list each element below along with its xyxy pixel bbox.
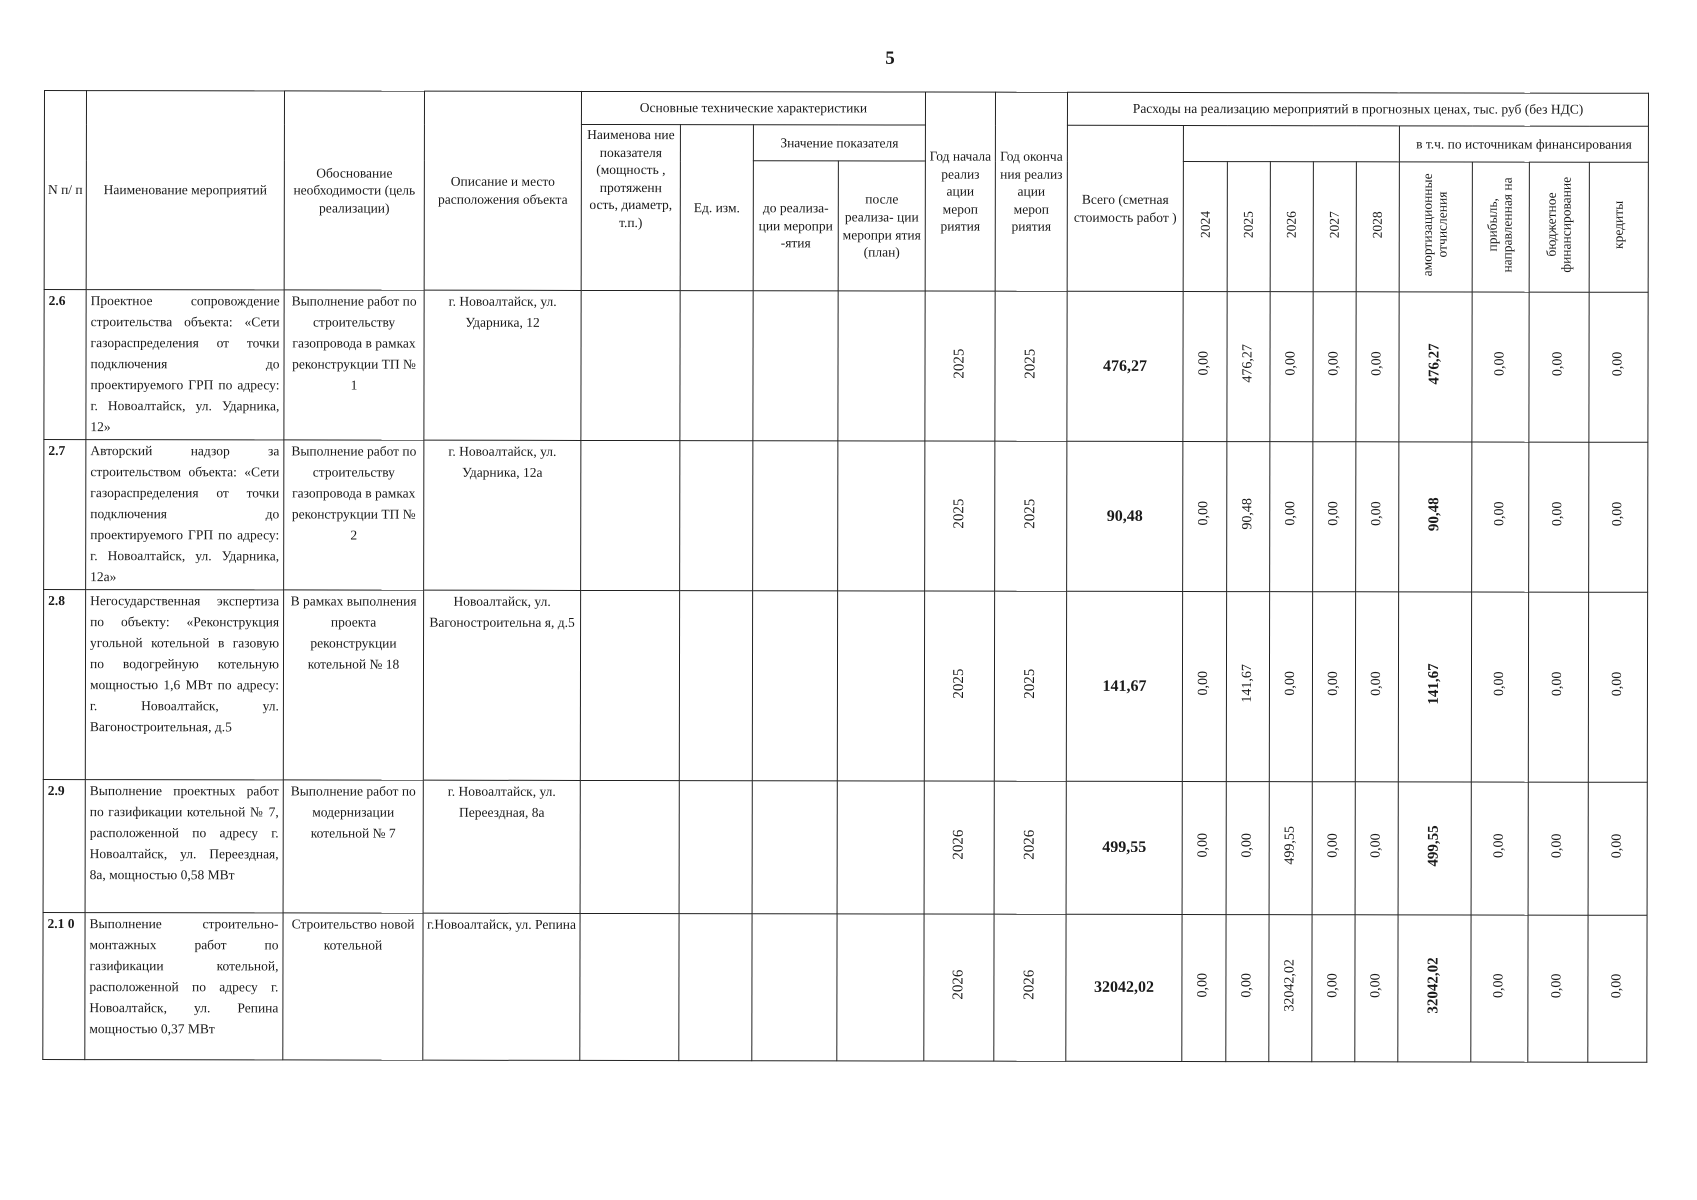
row-justification: Выполнение работ по строительству газопровода в рамках реконструкции ТП № 2	[284, 440, 424, 590]
header-year-2028: 2028	[1356, 162, 1399, 292]
row-budget: 0,00	[1528, 592, 1588, 782]
row-name: Авторский надзор за строительством объекта: «Сети газораспределения от точки подключения до проектируемого ГРП по адресу: г. Новоалтайск, ул. Ударника, 12а»	[86, 440, 284, 590]
row-budget: 0,00	[1528, 782, 1588, 915]
row-before	[752, 914, 837, 1061]
row-2024: 0,00	[1183, 291, 1227, 441]
row-unit	[679, 591, 752, 781]
row-num: 2.1 0	[43, 912, 85, 1059]
row-total: 90,48	[1067, 441, 1183, 591]
row-num: 2.7	[44, 440, 86, 590]
row-amortization: 32042,02	[1398, 915, 1471, 1062]
table-row	[43, 779, 1647, 915]
row-budget: 0,00	[1529, 292, 1589, 442]
header-costs-group: Расходы на реализацию мероприятий в прогнозных ценах, тыс. руб (без НДС)	[1067, 92, 1648, 126]
row-2027: 0,00	[1313, 442, 1356, 592]
row-2026: 0,00	[1270, 442, 1313, 592]
row-unit	[680, 441, 753, 591]
row-end-year: 2025	[995, 291, 1067, 441]
row-2027: 0,00	[1312, 782, 1355, 915]
row-location: г. Новоалтайск, ул. Переездная, 8а	[423, 780, 580, 913]
header-start-year: Год начала реализ ации мероп риятия	[925, 92, 995, 291]
row-total: 476,27	[1067, 291, 1183, 441]
row-credit: 0,00	[1589, 292, 1648, 442]
header-justification: Обоснование необходимости (цель реализации)	[284, 91, 424, 290]
header-indicator-value: Значение показателя	[753, 125, 925, 161]
row-2026: 32042,02	[1269, 915, 1312, 1062]
row-profit: 0,00	[1471, 782, 1528, 915]
header-year-2025: 2025	[1227, 162, 1270, 292]
row-amortization: 499,55	[1398, 782, 1471, 915]
row-2027: 0,00	[1313, 292, 1356, 442]
row-2024: 0,00	[1183, 441, 1227, 591]
row-2026: 0,00	[1270, 292, 1313, 442]
row-total: 499,55	[1066, 781, 1182, 914]
row-credit: 0,00	[1588, 915, 1647, 1062]
row-after	[838, 291, 925, 441]
row-profit: 0,00	[1472, 442, 1529, 592]
row-credit: 0,00	[1589, 442, 1648, 592]
table-row	[43, 590, 1647, 783]
header-num: N п/ п	[44, 91, 86, 290]
row-unit	[680, 291, 753, 441]
row-location: г. Новоалтайск, ул. Ударника, 12а	[424, 440, 581, 590]
row-2028: 0,00	[1356, 442, 1399, 592]
row-num: 2.6	[44, 290, 86, 440]
row-before	[752, 781, 837, 914]
table-row	[44, 290, 1648, 443]
row-profit: 0,00	[1471, 915, 1528, 1062]
row-2027: 0,00	[1312, 592, 1355, 782]
header-tech-group: Основные технические характеристики	[581, 91, 925, 125]
header-after: после реализа- ции меропри ятия (план)	[838, 161, 925, 291]
header-source-budget: бюджетное финансирование	[1529, 162, 1589, 292]
row-2024: 0,00	[1182, 914, 1226, 1061]
row-2026: 0,00	[1269, 592, 1312, 782]
row-total: 32042,02	[1066, 914, 1182, 1061]
row-location: г. Новоалтайск, ул. Ударника, 12	[424, 290, 581, 440]
row-start-year: 2025	[924, 591, 994, 781]
table-row	[43, 912, 1647, 1062]
header-unit: Ед. изм.	[680, 125, 753, 291]
row-2024: 0,00	[1182, 591, 1226, 781]
row-before	[753, 291, 838, 441]
row-2025: 90,48	[1227, 442, 1270, 592]
row-after	[837, 914, 924, 1061]
row-justification: Строительство новой котельной	[283, 913, 423, 1060]
header-sources-group: в т.ч. по источникам финансирования	[1399, 126, 1648, 162]
row-2028: 0,00	[1356, 292, 1399, 442]
header-name: Наименование мероприятий	[86, 91, 284, 290]
row-end-year: 2025	[995, 441, 1067, 591]
row-profit: 0,00	[1471, 592, 1528, 782]
row-name: Выполнение строительно-монтажных работ по газификации котельной, расположенной по адресу г. Новоалтайск, ул. Репина мощностью 0,37 МВт	[85, 913, 283, 1060]
row-credit: 0,00	[1588, 592, 1647, 782]
row-amortization: 476,27	[1399, 292, 1472, 442]
header-location: Описание и место расположения объекта	[424, 91, 581, 290]
row-location: Новоалтайск, ул. Вагоностроительна я, д.5	[423, 590, 580, 780]
row-start-year: 2025	[925, 441, 995, 591]
header-before: до реализа- ции меропри -ятия	[753, 161, 838, 291]
row-profit: 0,00	[1472, 292, 1529, 442]
row-unit	[679, 781, 752, 914]
row-unit	[679, 914, 752, 1061]
row-name: Негосударственная экспертиза по объекту: «Реконструкция угольной котельной в газовую по водогрейную котельную мощностью 1,6 МВт по адресу: г. Новоалтайск, ул. Вагоностроительная, д.5	[85, 590, 283, 780]
row-2025: 0,00	[1226, 915, 1269, 1062]
row-budget: 0,00	[1528, 915, 1588, 1062]
row-after	[837, 591, 924, 781]
header-end-year: Год оконча ния реализ ации мероп риятия	[995, 92, 1067, 291]
row-2027: 0,00	[1312, 915, 1355, 1062]
row-end-year: 2026	[994, 914, 1066, 1061]
row-before	[752, 591, 837, 781]
row-justification: В рамках выполнения проекта реконструкции котельной № 18	[283, 590, 423, 780]
header-indicator-name: Наименова ние показателя (мощность , протяженн ость, диаметр, т.п.)	[581, 124, 680, 290]
row-2024: 0,00	[1182, 781, 1226, 914]
row-2028: 0,00	[1355, 592, 1398, 782]
row-amortization: 141,67	[1398, 592, 1471, 782]
row-before	[753, 441, 838, 591]
row-credit: 0,00	[1588, 782, 1647, 915]
row-justification: Выполнение работ по строительству газопровода в рамках реконструкции ТП № 1	[284, 290, 424, 440]
header-year-2024: 2024	[1183, 161, 1227, 291]
header-years-blank	[1183, 125, 1399, 161]
row-budget: 0,00	[1529, 442, 1589, 592]
header-year-2026: 2026	[1270, 162, 1313, 292]
row-name: Проектное сопровождение строительства объекта: «Сети газораспределения от точки подключения до проектируемого ГРП по адресу: г. Новоалтайск, ул. Ударника, 12»	[86, 290, 284, 440]
row-end-year: 2025	[994, 591, 1066, 781]
row-2028: 0,00	[1355, 782, 1398, 915]
header-total: Всего (сметная стоимость работ )	[1067, 125, 1183, 291]
row-indicator-name	[581, 440, 680, 590]
page-number: 5	[885, 48, 895, 69]
header-year-2027: 2027	[1313, 162, 1356, 292]
row-num: 2.9	[43, 779, 85, 912]
row-name: Выполнение проектных работ по газификации котельной № 7, расположенной по адресу г. Новоалтайск, ул. Переездная, 8а, мощностью 0,58 МВт	[85, 780, 283, 913]
row-amortization: 90,48	[1399, 442, 1472, 592]
row-after	[837, 781, 924, 914]
row-justification: Выполнение работ по модернизации котельной № 7	[283, 780, 423, 913]
row-start-year: 2026	[924, 781, 994, 914]
row-indicator-name	[581, 290, 680, 440]
row-2025: 476,27	[1227, 292, 1270, 442]
header-source-profit: прибыль, направленная на	[1472, 162, 1529, 292]
row-2025: 0,00	[1226, 782, 1269, 915]
row-end-year: 2026	[994, 781, 1066, 914]
table-row	[44, 440, 1648, 593]
row-total: 141,67	[1066, 591, 1182, 781]
row-indicator-name	[580, 913, 679, 1060]
row-start-year: 2025	[925, 291, 995, 441]
row-num: 2.8	[43, 590, 85, 780]
investment-table	[42, 90, 1649, 1063]
row-indicator-name	[580, 780, 679, 913]
row-2025: 141,67	[1226, 592, 1269, 782]
row-indicator-name	[580, 590, 679, 780]
header-source-credit: кредиты	[1589, 162, 1648, 292]
row-location: г.Новоалтайск, ул. Репина	[423, 913, 580, 1060]
row-2028: 0,00	[1355, 915, 1398, 1062]
row-2026: 499,55	[1269, 782, 1312, 915]
header-source-amortization: амортизационные отчисления	[1399, 162, 1472, 292]
row-after	[838, 441, 925, 591]
row-start-year: 2026	[924, 914, 994, 1061]
